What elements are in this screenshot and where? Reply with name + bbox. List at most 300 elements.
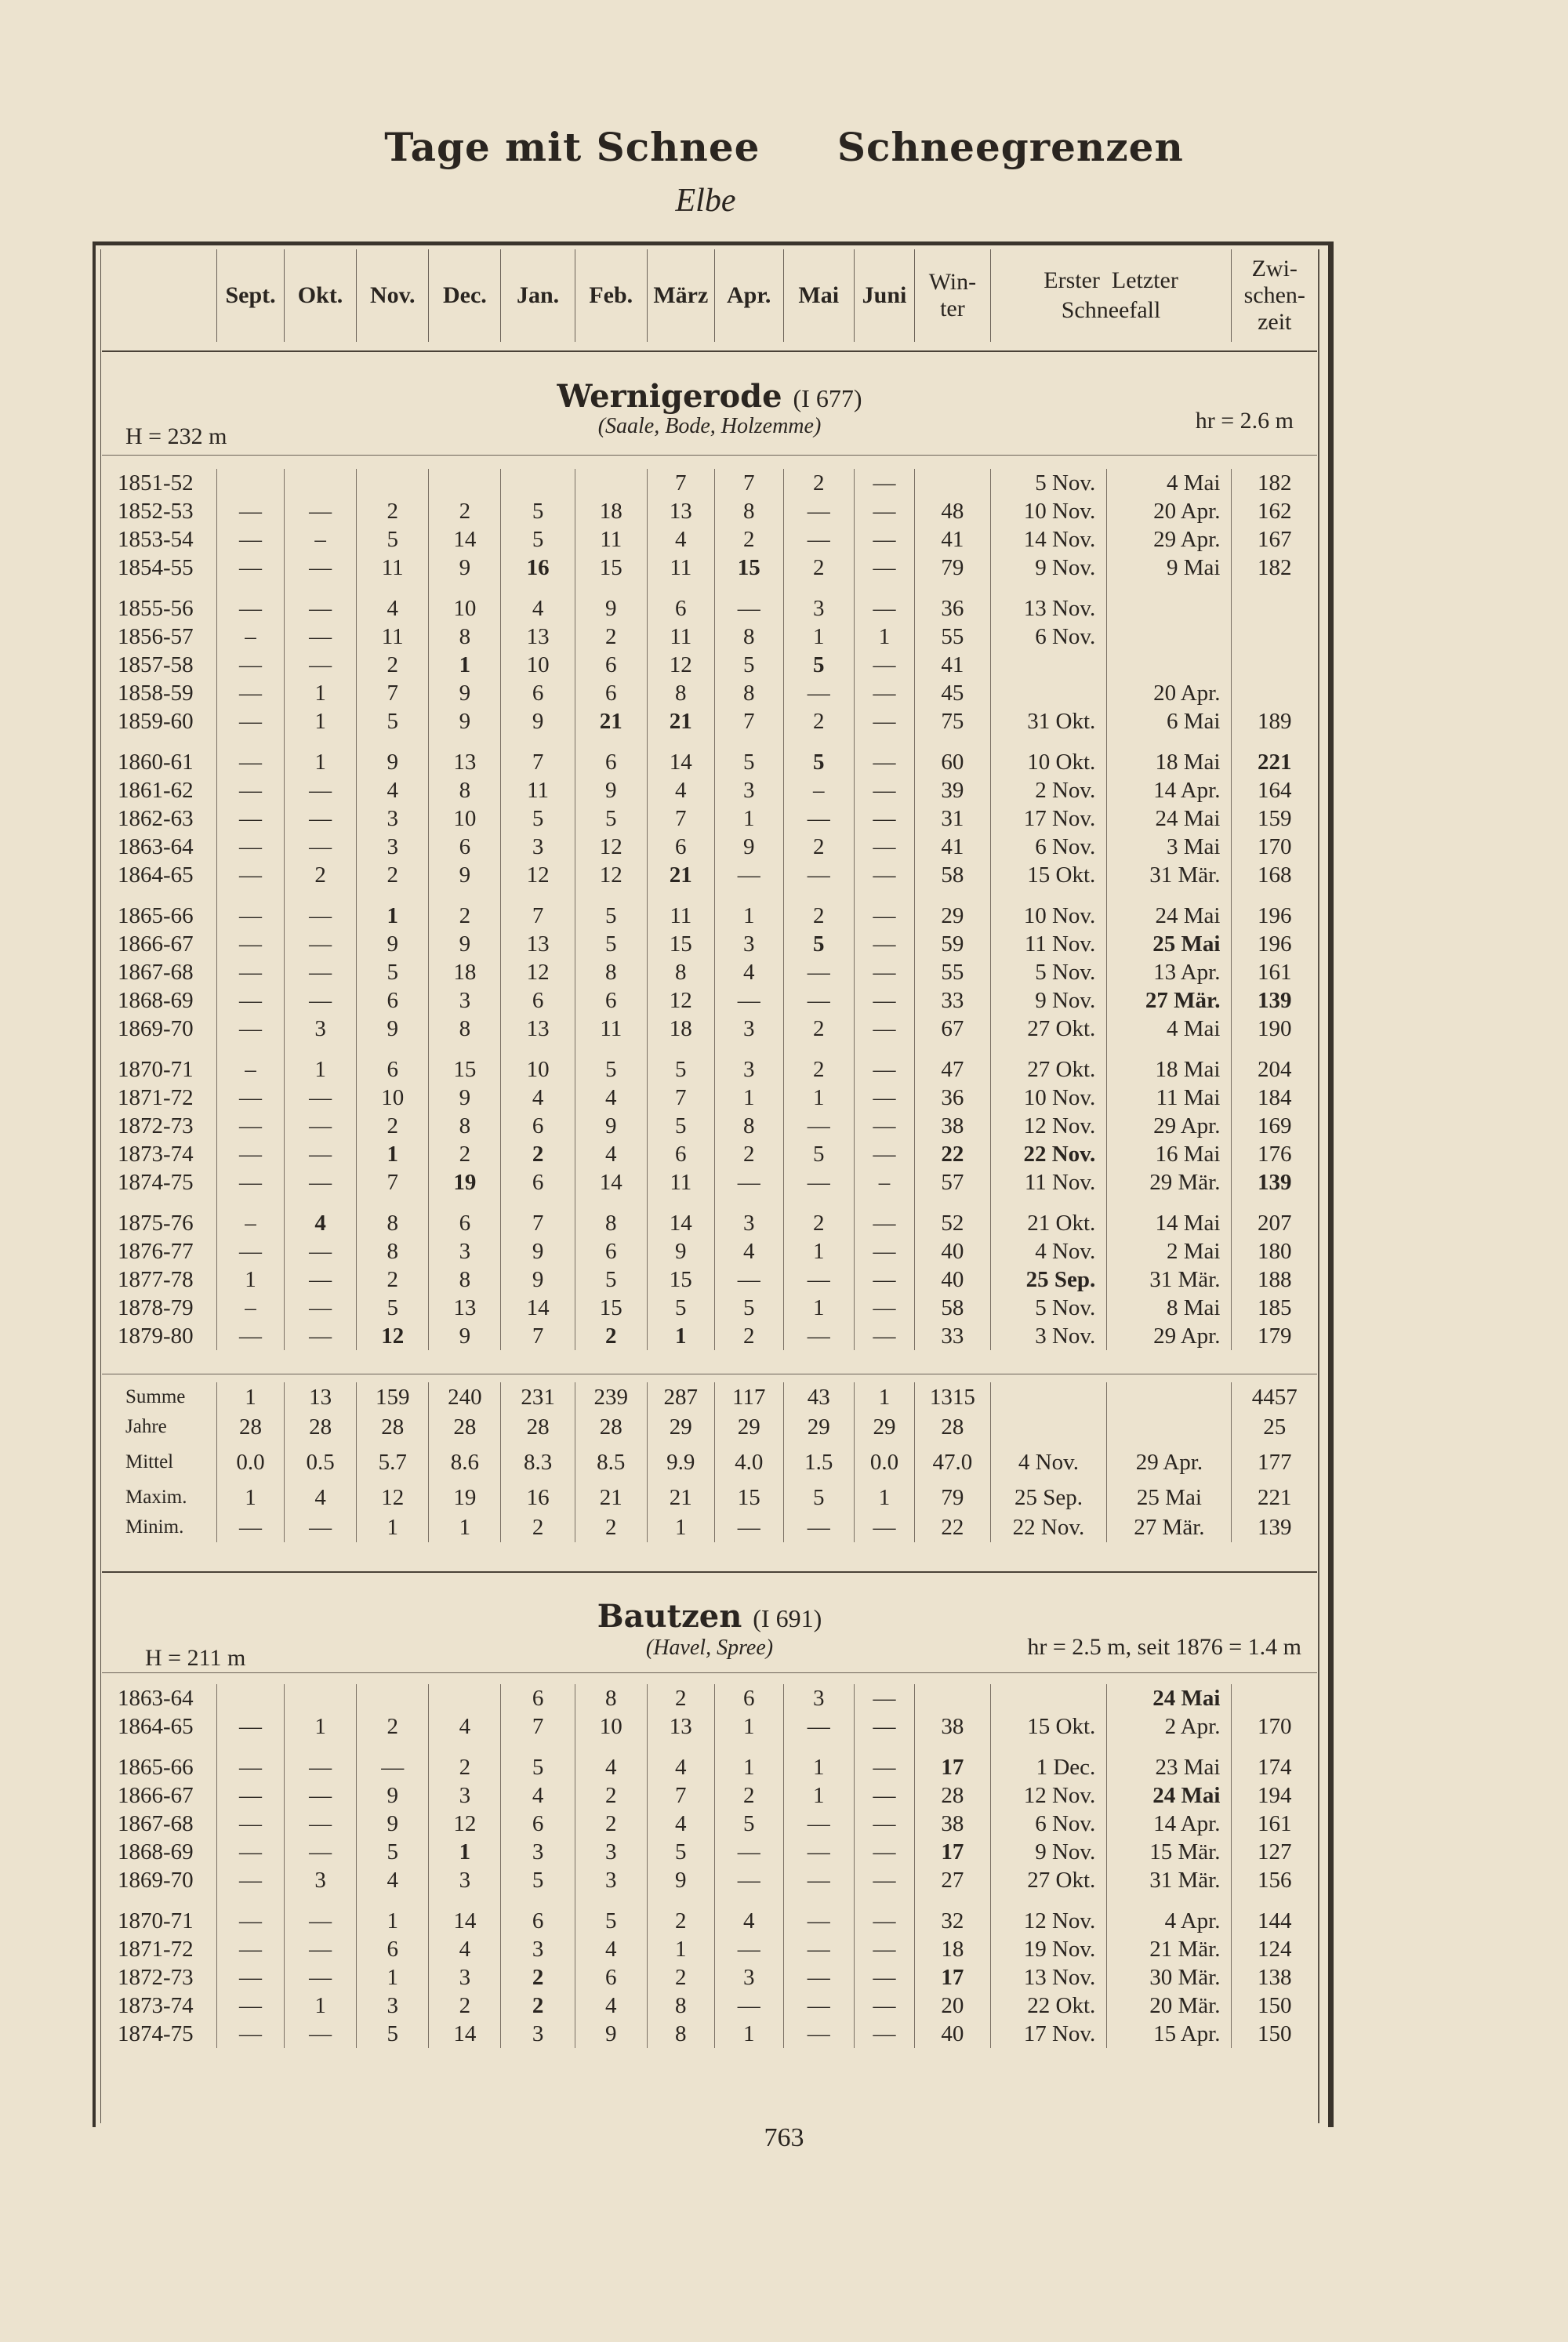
wernigerode-summary	[102, 1382, 1317, 1542]
data-cell: 11 Nov.	[990, 1168, 1107, 1196]
row-label: 1859-60	[118, 709, 194, 734]
data-cell: –	[854, 1168, 914, 1196]
data-cell: 5	[501, 525, 575, 554]
col-header-6: Feb.	[575, 249, 647, 342]
data-cell: 39	[915, 776, 990, 804]
bautzen-table	[102, 1684, 1317, 2048]
summary-cell: 287	[647, 1382, 714, 1412]
data-cell: 12 Nov.	[990, 1907, 1107, 1935]
data-cell: 2	[783, 1055, 854, 1084]
row-label: 1863-64	[118, 834, 194, 859]
data-cell	[1232, 651, 1317, 679]
data-cell: 6	[357, 986, 429, 1015]
data-cell: —	[217, 525, 285, 554]
summary-cell: 4457	[1232, 1382, 1317, 1412]
summary-row	[102, 1512, 1317, 1542]
data-cell	[1107, 651, 1232, 679]
data-cell: —	[284, 651, 356, 679]
data-cell: —	[217, 833, 285, 861]
col-header-4: Dec.	[429, 249, 501, 342]
data-cell: 11	[647, 902, 714, 930]
data-cell: 5	[575, 902, 647, 930]
data-cell: 12 Nov.	[990, 1112, 1107, 1140]
summary-cell: 4.0	[714, 1442, 783, 1483]
data-cell: 2	[429, 497, 501, 525]
data-cell: 48	[915, 497, 990, 525]
data-cell: 6	[575, 1963, 647, 1992]
data-cell: —	[714, 1838, 783, 1866]
data-cell: 9	[357, 748, 429, 776]
data-cell: 10	[429, 804, 501, 833]
data-cell: 5	[575, 1907, 647, 1935]
data-cell: 11	[647, 623, 714, 651]
data-cell: 15	[575, 1294, 647, 1322]
station-hr: hr = 2.5 m, seit 1876 = 1.4 m	[1027, 1634, 1301, 1660]
data-cell: 4	[647, 1810, 714, 1838]
data-cell: 3	[429, 1781, 501, 1810]
data-cell: 24 Mai	[1107, 804, 1232, 833]
table-row	[102, 594, 1317, 623]
data-cell: 127	[1232, 1838, 1317, 1866]
table-row	[102, 1866, 1317, 1894]
data-cell: 14 Mai	[1107, 1209, 1232, 1237]
data-cell: 14	[575, 1168, 647, 1196]
data-cell: 1	[714, 1712, 783, 1741]
data-cell: 159	[1232, 804, 1317, 833]
summary-cell: —	[783, 1512, 854, 1542]
data-cell: 9	[357, 1015, 429, 1043]
data-cell: 3	[714, 776, 783, 804]
data-cell	[357, 1684, 429, 1712]
data-cell: 2	[714, 1322, 783, 1350]
row-label: 1865-66	[118, 903, 194, 928]
row-label: 1870-71	[118, 1908, 194, 1934]
data-cell: 9	[647, 1237, 714, 1265]
data-cell: 2	[575, 1781, 647, 1810]
data-cell: 11 Nov.	[990, 930, 1107, 958]
data-cell: 21	[647, 861, 714, 889]
data-cell: 14 Apr.	[1107, 776, 1232, 804]
data-cell: 6	[647, 1140, 714, 1168]
data-cell: 196	[1232, 902, 1317, 930]
data-cell	[915, 469, 990, 497]
data-cell	[1107, 623, 1232, 651]
data-cell: —	[217, 679, 285, 707]
data-cell: 7	[501, 1209, 575, 1237]
data-cell: —	[217, 2020, 285, 2048]
data-cell: 6	[357, 1055, 429, 1084]
data-cell: 6	[357, 1935, 429, 1963]
data-cell: 15	[647, 930, 714, 958]
data-cell: 40	[915, 1237, 990, 1265]
data-cell: —	[854, 594, 914, 623]
data-cell: 1	[714, 804, 783, 833]
summary-cell: 1	[217, 1382, 285, 1412]
data-cell: 30 Mär.	[1107, 1963, 1232, 1992]
summary-cell: 29	[783, 1412, 854, 1442]
data-cell: —	[854, 1209, 914, 1237]
data-cell: 2 Nov.	[990, 776, 1107, 804]
data-cell: 1	[783, 1237, 854, 1265]
data-cell: 6	[575, 1237, 647, 1265]
data-cell: 6	[501, 1112, 575, 1140]
data-cell: 2	[783, 902, 854, 930]
data-cell: 2	[714, 525, 783, 554]
data-cell: —	[217, 1810, 285, 1838]
data-cell: —	[284, 554, 356, 582]
table-row	[102, 1781, 1317, 1810]
data-cell: 1	[783, 1084, 854, 1112]
data-cell	[357, 469, 429, 497]
station-name: Wernigerode (I 677)	[557, 378, 862, 415]
data-cell: 7	[501, 1322, 575, 1350]
data-cell: 13	[501, 930, 575, 958]
data-cell: 75	[915, 707, 990, 735]
data-cell: 2	[357, 1265, 429, 1294]
data-cell: 2	[501, 1963, 575, 1992]
data-cell: 18 Mai	[1107, 748, 1232, 776]
summary-cell: 1315	[915, 1382, 990, 1412]
data-cell: —	[217, 1866, 285, 1894]
data-cell: 13	[429, 1294, 501, 1322]
data-cell: 5	[357, 707, 429, 735]
data-cell: 3	[714, 930, 783, 958]
page-number: 763	[764, 2123, 804, 2152]
data-cell: 13	[501, 1015, 575, 1043]
data-cell: 7	[714, 469, 783, 497]
data-cell: –	[783, 776, 854, 804]
station-rivers: (Saale, Bode, Holzemme)	[597, 414, 822, 438]
data-cell: —	[854, 958, 914, 986]
station-height: H = 211 m	[145, 1645, 246, 1671]
data-cell: 9	[429, 554, 501, 582]
data-cell: 207	[1232, 1209, 1317, 1237]
data-cell: 9 Mai	[1107, 554, 1232, 582]
data-cell: 10	[575, 1712, 647, 1741]
data-cell: 2	[575, 1322, 647, 1350]
data-cell: —	[714, 1866, 783, 1894]
table-row	[102, 1322, 1317, 1350]
col-header-9: Mai	[783, 249, 854, 342]
data-cell: 2	[783, 833, 854, 861]
data-cell: 2	[357, 1712, 429, 1741]
data-cell: 7	[647, 804, 714, 833]
data-cell: —	[284, 1963, 356, 1992]
data-cell: 221	[1232, 748, 1317, 776]
data-cell: 1	[284, 748, 356, 776]
data-cell: 6	[429, 1209, 501, 1237]
data-cell: 3	[575, 1838, 647, 1866]
data-cell: 7	[357, 1168, 429, 1196]
data-cell	[429, 469, 501, 497]
data-cell: 7	[501, 1712, 575, 1741]
data-cell: 12 Nov.	[990, 1781, 1107, 1810]
summary-cell: 117	[714, 1382, 783, 1412]
data-cell: 28	[915, 1781, 990, 1810]
summary-cell: 47.0	[915, 1442, 990, 1483]
data-cell: 4	[357, 594, 429, 623]
data-cell: 161	[1232, 1810, 1317, 1838]
data-cell: 38	[915, 1112, 990, 1140]
data-cell: 14	[501, 1294, 575, 1322]
data-cell: —	[783, 861, 854, 889]
row-label: 1869-70	[118, 1868, 194, 1893]
data-cell: —	[217, 861, 285, 889]
data-cell: 3	[501, 833, 575, 861]
data-cell: 17	[915, 1753, 990, 1781]
data-cell: 9	[575, 776, 647, 804]
data-cell: 25 Mai	[1107, 930, 1232, 958]
data-cell: 2	[357, 1112, 429, 1140]
row-label: 1852-53	[118, 499, 194, 524]
data-cell: 3	[575, 1866, 647, 1894]
summary-cell: 13	[284, 1382, 356, 1412]
data-cell: 9	[647, 1866, 714, 1894]
data-cell: 3	[501, 2020, 575, 2048]
summary-cell: 25 Mai	[1107, 1483, 1232, 1512]
summary-row	[102, 1382, 1317, 1412]
data-cell: 6	[575, 679, 647, 707]
station-hr: hr = 2.6 m	[1195, 408, 1294, 434]
data-cell: 124	[1232, 1935, 1317, 1963]
data-cell: 7	[357, 679, 429, 707]
summary-cell: 5	[783, 1483, 854, 1512]
data-cell: 2	[783, 707, 854, 735]
data-cell: 36	[915, 1084, 990, 1112]
data-cell: 3 Mai	[1107, 833, 1232, 861]
data-cell: —	[714, 1265, 783, 1294]
data-cell: 29 Apr.	[1107, 1322, 1232, 1350]
data-cell: —	[854, 1237, 914, 1265]
data-cell: 1	[284, 1055, 356, 1084]
data-cell: —	[854, 497, 914, 525]
data-cell: 21 Okt.	[990, 1209, 1107, 1237]
data-cell	[1232, 594, 1317, 623]
data-cell: 8	[647, 1992, 714, 2020]
data-cell: 144	[1232, 1907, 1317, 1935]
table-row	[102, 707, 1317, 735]
row-label: 1872-73	[118, 1113, 194, 1138]
data-cell: 19	[429, 1168, 501, 1196]
row-label: 1872-73	[118, 1965, 194, 1990]
data-cell: 19 Nov.	[990, 1935, 1107, 1963]
data-cell: –	[217, 1209, 285, 1237]
row-label: 1875-76	[118, 1211, 194, 1236]
data-cell: 11	[357, 623, 429, 651]
data-cell: 150	[1232, 1992, 1317, 2020]
data-cell: 5	[714, 1294, 783, 1322]
table-row	[102, 1684, 1317, 1712]
data-cell: —	[217, 902, 285, 930]
data-cell: 2	[429, 1992, 501, 2020]
data-cell: 1	[284, 1992, 356, 2020]
table-row	[102, 1168, 1317, 1196]
data-cell: —	[854, 861, 914, 889]
data-cell: 27 Okt.	[990, 1866, 1107, 1894]
data-cell: 5	[647, 1838, 714, 1866]
data-cell: 16 Mai	[1107, 1140, 1232, 1168]
data-cell: 41	[915, 833, 990, 861]
data-cell: —	[714, 594, 783, 623]
data-cell: 2	[783, 1209, 854, 1237]
data-cell: 11	[575, 1015, 647, 1043]
data-cell	[1232, 679, 1317, 707]
summary-cell: 28	[501, 1412, 575, 1442]
data-cell: 14 Apr.	[1107, 1810, 1232, 1838]
summary-cell: 2	[575, 1512, 647, 1542]
data-cell: 12	[647, 986, 714, 1015]
row-label: 1864-65	[118, 862, 194, 888]
data-cell: 14 Nov.	[990, 525, 1107, 554]
data-cell: 5	[783, 748, 854, 776]
table-row	[102, 1294, 1317, 1322]
data-cell: 6	[647, 833, 714, 861]
data-cell: 168	[1232, 861, 1317, 889]
data-cell: 2	[714, 1781, 783, 1810]
summary-cell: 28	[284, 1412, 356, 1442]
summary-cell: 28	[915, 1412, 990, 1442]
summary-cell: —	[284, 1512, 356, 1542]
data-cell: 31 Mär.	[1107, 1265, 1232, 1294]
data-cell: 3	[429, 1963, 501, 1992]
data-cell: 6 Nov.	[990, 623, 1107, 651]
col-header-14: Zwi- schen- zeit	[1232, 249, 1317, 342]
data-cell: 18	[575, 497, 647, 525]
summary-cell: 0.0	[854, 1442, 914, 1483]
data-cell: 1 Dec.	[990, 1753, 1107, 1781]
data-cell: 1	[783, 1294, 854, 1322]
data-cell: —	[854, 707, 914, 735]
data-cell: 5 Nov.	[990, 1294, 1107, 1322]
summary-cell	[1107, 1382, 1232, 1412]
data-cell: 13 Apr.	[1107, 958, 1232, 986]
data-cell: 179	[1232, 1322, 1317, 1350]
data-cell: 1	[714, 902, 783, 930]
data-cell: 2	[783, 554, 854, 582]
data-cell: —	[854, 679, 914, 707]
summary-cell: 1	[217, 1483, 285, 1512]
data-cell: 9	[501, 1237, 575, 1265]
data-cell: —	[854, 1781, 914, 1810]
data-cell: —	[284, 1838, 356, 1866]
data-cell: 3	[783, 1684, 854, 1712]
summary-row	[102, 1442, 1317, 1483]
data-cell: 6	[501, 679, 575, 707]
data-cell: 1	[429, 651, 501, 679]
table-row	[102, 958, 1317, 986]
data-cell: —	[854, 1322, 914, 1350]
row-label: 1857-58	[118, 652, 194, 677]
data-cell: —	[284, 1168, 356, 1196]
row-label: 1873-74	[118, 1142, 194, 1167]
data-cell: 21	[647, 707, 714, 735]
data-cell: 18	[429, 958, 501, 986]
data-cell	[284, 1684, 356, 1712]
data-cell: 8	[429, 1265, 501, 1294]
data-cell: 4	[501, 1781, 575, 1810]
row-label: 1879-80	[118, 1324, 194, 1349]
data-cell: —	[854, 1810, 914, 1838]
data-cell: 1	[217, 1265, 285, 1294]
data-cell: —	[284, 497, 356, 525]
data-cell: —	[217, 554, 285, 582]
summary-cell: 4	[284, 1483, 356, 1512]
data-cell: —	[854, 651, 914, 679]
data-cell: 9	[429, 1322, 501, 1350]
data-cell: 13	[501, 623, 575, 651]
data-cell: —	[217, 1781, 285, 1810]
data-cell: 18	[915, 1935, 990, 1963]
row-label: 1870-71	[118, 1057, 194, 1082]
data-cell: —	[854, 469, 914, 497]
data-cell: 156	[1232, 1866, 1317, 1894]
data-cell: 8	[714, 497, 783, 525]
data-cell: 59	[915, 930, 990, 958]
data-cell: 5	[783, 930, 854, 958]
data-cell: 36	[915, 594, 990, 623]
data-cell: —	[854, 1963, 914, 1992]
data-cell: 4 Mai	[1107, 1015, 1232, 1043]
data-cell: —	[217, 594, 285, 623]
data-cell: —	[217, 1237, 285, 1265]
data-cell: 4	[357, 1866, 429, 1894]
data-cell: 9	[501, 707, 575, 735]
data-cell: 9 Nov.	[990, 1838, 1107, 1866]
data-cell: 32	[915, 1907, 990, 1935]
data-cell: 5	[357, 2020, 429, 2048]
data-cell: 8	[429, 1015, 501, 1043]
summary-row	[102, 1483, 1317, 1512]
data-cell: 3	[284, 1866, 356, 1894]
summary-cell: 27 Mär.	[1107, 1512, 1232, 1542]
col-header-10: Juni	[854, 249, 914, 342]
data-cell: 9 Nov.	[990, 986, 1107, 1015]
column-header-row	[102, 249, 1317, 342]
data-cell: 1	[783, 1781, 854, 1810]
data-cell: 3	[429, 1237, 501, 1265]
data-cell	[1232, 1684, 1317, 1712]
data-cell: 47	[915, 1055, 990, 1084]
data-cell: 6 Nov.	[990, 1810, 1107, 1838]
data-cell: 15 Okt.	[990, 1712, 1107, 1741]
data-cell: —	[783, 1265, 854, 1294]
data-cell: —	[854, 554, 914, 582]
summary-cell: 29	[647, 1412, 714, 1442]
data-cell: —	[854, 1015, 914, 1043]
data-cell: 20 Apr.	[1107, 497, 1232, 525]
data-cell: 14	[429, 1907, 501, 1935]
data-cell: —	[854, 748, 914, 776]
data-cell: —	[217, 930, 285, 958]
summary-cell: 1	[854, 1483, 914, 1512]
row-label: 1871-72	[118, 1937, 194, 1962]
summary-cell: 1	[647, 1512, 714, 1542]
data-cell: 7	[647, 1781, 714, 1810]
data-cell: 27 Okt.	[990, 1055, 1107, 1084]
data-cell: 7	[647, 1084, 714, 1112]
data-cell: 5	[647, 1112, 714, 1140]
data-cell: 9	[429, 930, 501, 958]
table-row	[102, 1935, 1317, 1963]
data-cell: 1	[357, 1963, 429, 1992]
table-row	[102, 776, 1317, 804]
data-cell: 2	[429, 902, 501, 930]
data-cell	[575, 469, 647, 497]
summary-cell: 25	[1232, 1412, 1317, 1442]
row-label: 1853-54	[118, 527, 194, 552]
summary-cell: 29	[714, 1412, 783, 1442]
data-cell: —	[783, 1168, 854, 1196]
